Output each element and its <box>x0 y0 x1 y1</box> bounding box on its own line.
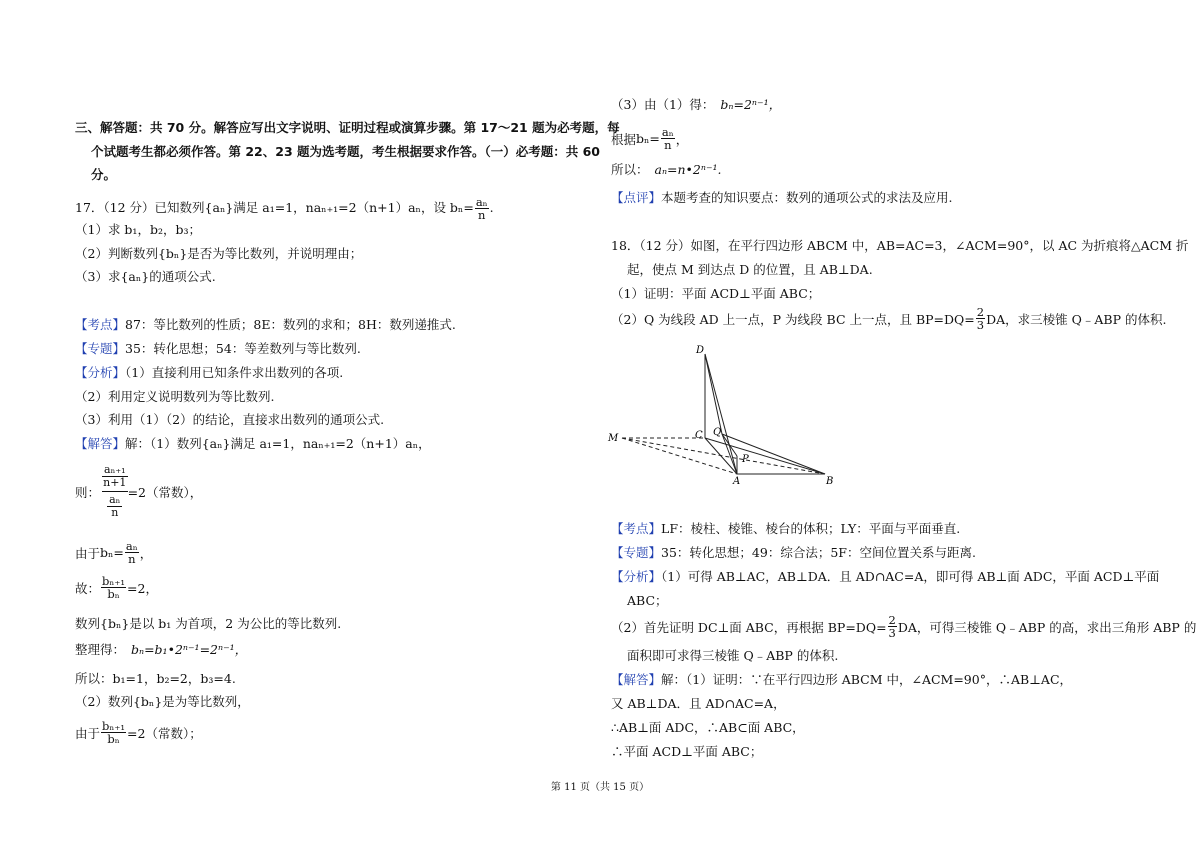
suoyi-r-formula: aₙ=n•2ⁿ⁻¹. <box>654 162 722 177</box>
gu-fraction <box>101 575 126 600</box>
suoyi-r-line <box>611 162 722 178</box>
r3-line <box>611 97 781 113</box>
gu-label: 故： <box>75 580 101 596</box>
zhuanti-text: 35：转化思想；54：等差数列与等比数列. <box>125 341 361 356</box>
youyu2-line <box>75 720 202 745</box>
suoyi-r-label: 所以： <box>611 162 649 177</box>
kaodian-tag: 【考点】 <box>75 317 126 332</box>
youyu-b: bₙ= <box>100 545 124 560</box>
youyu-end: ， <box>139 545 153 561</box>
q18-frac-den: 3 <box>976 318 985 332</box>
p2-line: （2）数列{bₙ}是为等比数列， <box>75 694 250 709</box>
kaodian-r-tag: 【考点】 <box>611 521 662 536</box>
q17-part-1: （1）求 b₁，b₂，b₃； <box>75 222 201 237</box>
fenxi-tag: 【分析】 <box>75 365 126 380</box>
genju-end: ， <box>675 131 689 147</box>
q18-line-1: 18．（12 分）如图，在平行四边形 ABCM 中，AB=AC=3，∠ACM=90°，以 AC 为折痕将△ACM 折 <box>611 238 1189 253</box>
edge-cb <box>705 438 825 474</box>
youyu2-den: bₙ <box>107 732 120 746</box>
fenxi-line <box>75 365 343 381</box>
compound-top-den: n+1 <box>103 476 127 489</box>
kaodian-text: 87：等比数列的性质；8E：数列的求和；8H：数列递推式. <box>125 317 456 332</box>
compound-fraction <box>102 464 128 519</box>
fenxi-r-line <box>611 569 1159 585</box>
q17-frac-num: aₙ <box>475 195 488 209</box>
label-p: P <box>742 454 749 465</box>
fenxi-r-tag: 【分析】 <box>611 569 662 584</box>
q18-p2-b: DA，求三棱锥 Q﹣ABP 的体积. <box>986 311 1167 327</box>
zhuanti-r-text: 35：转化思想；49：综合法；5F：空间位置关系与距离. <box>661 545 976 560</box>
jieda-r-tag: 【解答】 <box>611 672 662 687</box>
r3-formula: bₙ=2ⁿ⁻¹， <box>720 97 782 112</box>
jieda-text: 解：（1）数列{aₙ}满足 a₁=1，naₙ₊₁=2（n+1）aₙ， <box>125 436 431 451</box>
genju-num: aₙ <box>661 125 674 139</box>
jieda-r-line <box>611 672 1072 688</box>
compound-bot-den: n <box>111 506 119 519</box>
q17-suffix: . <box>489 200 494 215</box>
q17-part-3: （3）求{aₙ}的通项公式. <box>75 269 216 284</box>
zhuanti-tag: 【专题】 <box>75 341 126 356</box>
youyu-num: aₙ <box>125 539 138 553</box>
fenxi-r-part-2 <box>611 614 1196 639</box>
suoyi-line: 所以：b₁=1，b₂=2，b₃=4. <box>75 671 236 686</box>
section-heading-line-2: 个试题考生都必须作答。第 22、23 题为选考题，考生根据要求作答。（一）必考题：共 60 <box>91 144 600 159</box>
zhuanti-r-tag: 【专题】 <box>611 545 662 560</box>
q17-frac-den: n <box>478 208 486 222</box>
fenxi-r-line-2: ABC； <box>627 593 668 608</box>
dianping-text: 本题考查的知识要点：数列的通项公式的求法及应用. <box>661 190 953 205</box>
label-b: B <box>826 476 834 487</box>
zhengli-label: 整理得： <box>75 642 126 657</box>
page-footer: 第 11 页（共 15 页） <box>550 782 650 793</box>
label-a: A <box>733 476 741 487</box>
youyu-line <box>75 540 152 565</box>
fenxi-2a: （2）首先证明 DC⊥面 ABC，再根据 BP=DQ= <box>611 619 887 635</box>
compound-bar <box>102 491 128 492</box>
label-d: D <box>696 345 705 356</box>
zhengli-formula: bₙ=b₁•2ⁿ⁻¹=2ⁿ⁻¹， <box>131 642 248 657</box>
r3-text: （3）由（1）得： <box>611 97 715 112</box>
gu-line <box>75 575 158 600</box>
fenxi-text: （1）直接利用已知条件求出数列的各项. <box>125 365 344 380</box>
gu-den: bₙ <box>107 587 120 601</box>
q17-prefix: 17．（12 分）已知数列{aₙ}满足 a₁=1，naₙ₊₁=2（n+1）aₙ，设 bₙ= <box>75 200 474 215</box>
shulie-line: 数列{bₙ}是以 b₁ 为首项，2 为公比的等比数列. <box>75 616 342 631</box>
gu-num: bₙ₊₁ <box>102 574 126 588</box>
ratio-equation <box>75 464 202 519</box>
label-c: C <box>695 430 703 441</box>
genju-den: n <box>664 138 672 152</box>
q18-p2-a: （2）Q 为线段 AD 上一点，P 为线段 BC 上一点，且 BP=DQ= <box>611 311 975 327</box>
edge-dq <box>705 354 722 434</box>
label-q: Q <box>713 427 722 438</box>
ze-label: 则： <box>75 484 101 500</box>
section-heading-line-3: 分。 <box>91 167 117 182</box>
jieda-line <box>75 436 431 452</box>
fenxi-2-num: 2 <box>888 613 896 627</box>
youyu-fraction <box>125 540 139 565</box>
youyu2-label: 由于 <box>75 725 101 741</box>
jieda-r-line-2: 又 AB⊥DA．且 AD∩AC=A， <box>611 696 786 711</box>
genju-label: 根据 <box>611 131 637 147</box>
jieda-tag: 【解答】 <box>75 436 126 451</box>
dianping-line <box>611 190 953 206</box>
q18-part-1: （1）证明：平面 ACD⊥平面 ABC； <box>611 286 821 301</box>
jieda-r-text: 解：（1）证明：∵在平行四边形 ABCM 中，∠ACM=90°，∴AB⊥AC， <box>661 672 1073 687</box>
q18-line-2: 起，使点 M 到达点 D 的位置，且 AB⊥DA. <box>627 262 873 277</box>
youyu2-fraction <box>101 720 126 745</box>
ze-result: =2（常数）， <box>127 484 203 500</box>
genju-b: bₙ= <box>636 131 660 146</box>
fenxi-r-text: （1）可得 AB⊥AC，AB⊥DA．且 AD∩AC=A，即可得 AB⊥面 ADC，平面 ACD⊥平面 <box>661 569 1160 584</box>
dianping-tag: 【点评】 <box>611 190 662 205</box>
fenxi-2-fraction <box>888 614 897 639</box>
zhuanti-line <box>75 341 361 357</box>
q17-fraction <box>475 196 489 221</box>
q18-fraction <box>976 306 985 331</box>
fenxi-2b: DA，可得三棱锥 Q﹣ABP 的高，求出三角形 ABP 的 <box>897 619 1197 635</box>
youyu2-num: bₙ₊₁ <box>102 719 126 733</box>
compound-bottom <box>107 494 122 519</box>
genju-line <box>611 126 688 151</box>
compound-top-num: aₙ₊₁ <box>104 463 126 476</box>
kaodian-line <box>75 317 456 333</box>
youyu-label: 由于 <box>75 545 101 561</box>
fenxi-r-line-2c: 面积即可求得三棱锥 Q﹣ABP 的体积. <box>627 648 839 663</box>
fenxi-line-2: （2）利用定义说明数列为等比数列. <box>75 389 275 404</box>
youyu-den: n <box>128 552 136 566</box>
youyu2-result: =2（常数）； <box>127 725 202 741</box>
jieda-r-line-3: ∴AB⊥面 ADC，∴AB⊂面 ABC， <box>611 720 805 735</box>
zhengli-line <box>75 642 247 658</box>
edge-ma <box>622 438 737 474</box>
compound-top <box>102 464 128 489</box>
q17-part-2: （2）判断数列{bₙ}是否为等比数列，并说明理由； <box>75 246 363 261</box>
q18-part-2 <box>611 306 1166 331</box>
section-heading-line-1: 三、解答题：共 70 分。解答应写出文字说明、证明过程或演算步骤。第 17～21 题为必考题，每 <box>75 120 620 135</box>
kaodian-r-text: LF：棱柱、棱锥、棱台的体积；LY：平面与平面垂直. <box>661 521 961 536</box>
compound-bot-num: aₙ <box>109 493 121 506</box>
pyramid-figure <box>600 338 840 488</box>
q18-frac-num: 2 <box>976 305 985 319</box>
fenxi-2-den: 3 <box>888 626 896 640</box>
fenxi-line-3: （3）利用（1）（2）的结论，直接求出数列的通项公式. <box>75 412 385 427</box>
kaodian-r-line <box>611 521 960 537</box>
zhuanti-r-line <box>611 545 976 561</box>
jieda-r-line-4: ∴平面 ACD⊥平面 ABC； <box>611 744 763 759</box>
edge-qa <box>722 434 737 474</box>
label-m: M <box>608 433 619 444</box>
genju-fraction <box>661 126 675 151</box>
gu-result: =2， <box>127 580 158 596</box>
question-17-stem <box>75 196 494 221</box>
